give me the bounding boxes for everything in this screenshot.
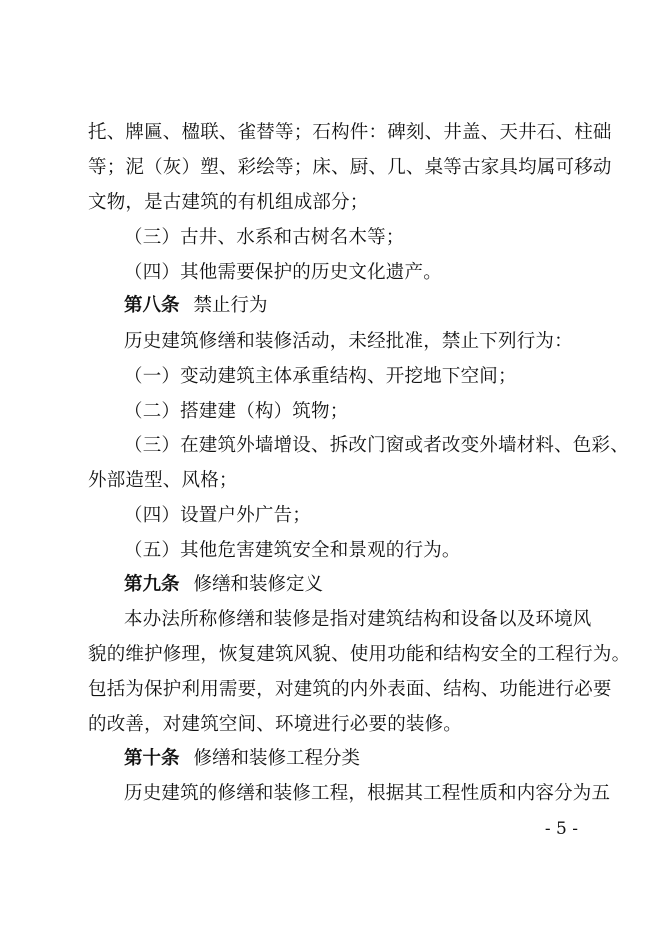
body-text-line: 文物，是古建筑的有机组成部分； xyxy=(88,192,369,213)
article-number: 第十条 xyxy=(124,748,180,769)
page-number: - 5 - xyxy=(544,819,578,839)
body-text-line: 外部造型、风格； xyxy=(88,470,238,491)
article-number: 第九条 xyxy=(124,574,180,595)
article-heading-10 xyxy=(124,747,360,771)
article-heading-9 xyxy=(124,573,323,597)
list-item: （三）古井、水系和古树名木等； xyxy=(124,227,405,248)
body-text-line: 包括为保护利用需要，对建筑的内外表面、结构、功能进行必要 xyxy=(88,679,612,700)
list-item: （一）变动建筑主体承重结构、开挖地下空间； xyxy=(124,366,517,387)
body-text-line: 历史建筑的修缮和装修工程，根据其工程性质和内容分为五 xyxy=(124,783,611,804)
list-item: （四）设置户外广告； xyxy=(124,505,312,526)
body-text-line: 历史建筑修缮和装修活动，未经批准，禁止下列行为： xyxy=(124,331,573,352)
body-text-line: 本办法所称修缮和装修是指对建筑结构和设备以及环境风 xyxy=(124,609,592,630)
article-title: 禁止行为 xyxy=(193,295,268,316)
list-item: （四）其他需要保护的历史文化遗产。 xyxy=(124,262,442,283)
list-item: （二）搭建建（构）筑物； xyxy=(124,401,349,422)
article-title: 修缮和装修定义 xyxy=(193,574,324,595)
body-text-line: 托、牌匾、楹联、雀替等；石构件：碑刻、井盖、天井石、柱础 xyxy=(88,122,612,143)
body-text-line: 等；泥（灰）塑、彩绘等；床、厨、几、桌等古家具均属可移动 xyxy=(88,157,612,178)
article-number: 第八条 xyxy=(124,295,180,316)
article-heading-8 xyxy=(124,294,268,318)
list-item: （五）其他危害建筑安全和景观的行为。 xyxy=(124,540,461,561)
list-item: （三）在建筑外墙增设、拆改门窗或者改变外墙材料、色彩、 xyxy=(124,435,629,456)
body-text-line: 貌的维护修理，恢复建筑风貌、使用功能和结构安全的工程行为。 xyxy=(88,644,631,665)
article-title: 修缮和装修工程分类 xyxy=(193,748,361,769)
body-text-line: 的改善，对建筑空间、环境进行必要的装修。 xyxy=(88,714,463,735)
